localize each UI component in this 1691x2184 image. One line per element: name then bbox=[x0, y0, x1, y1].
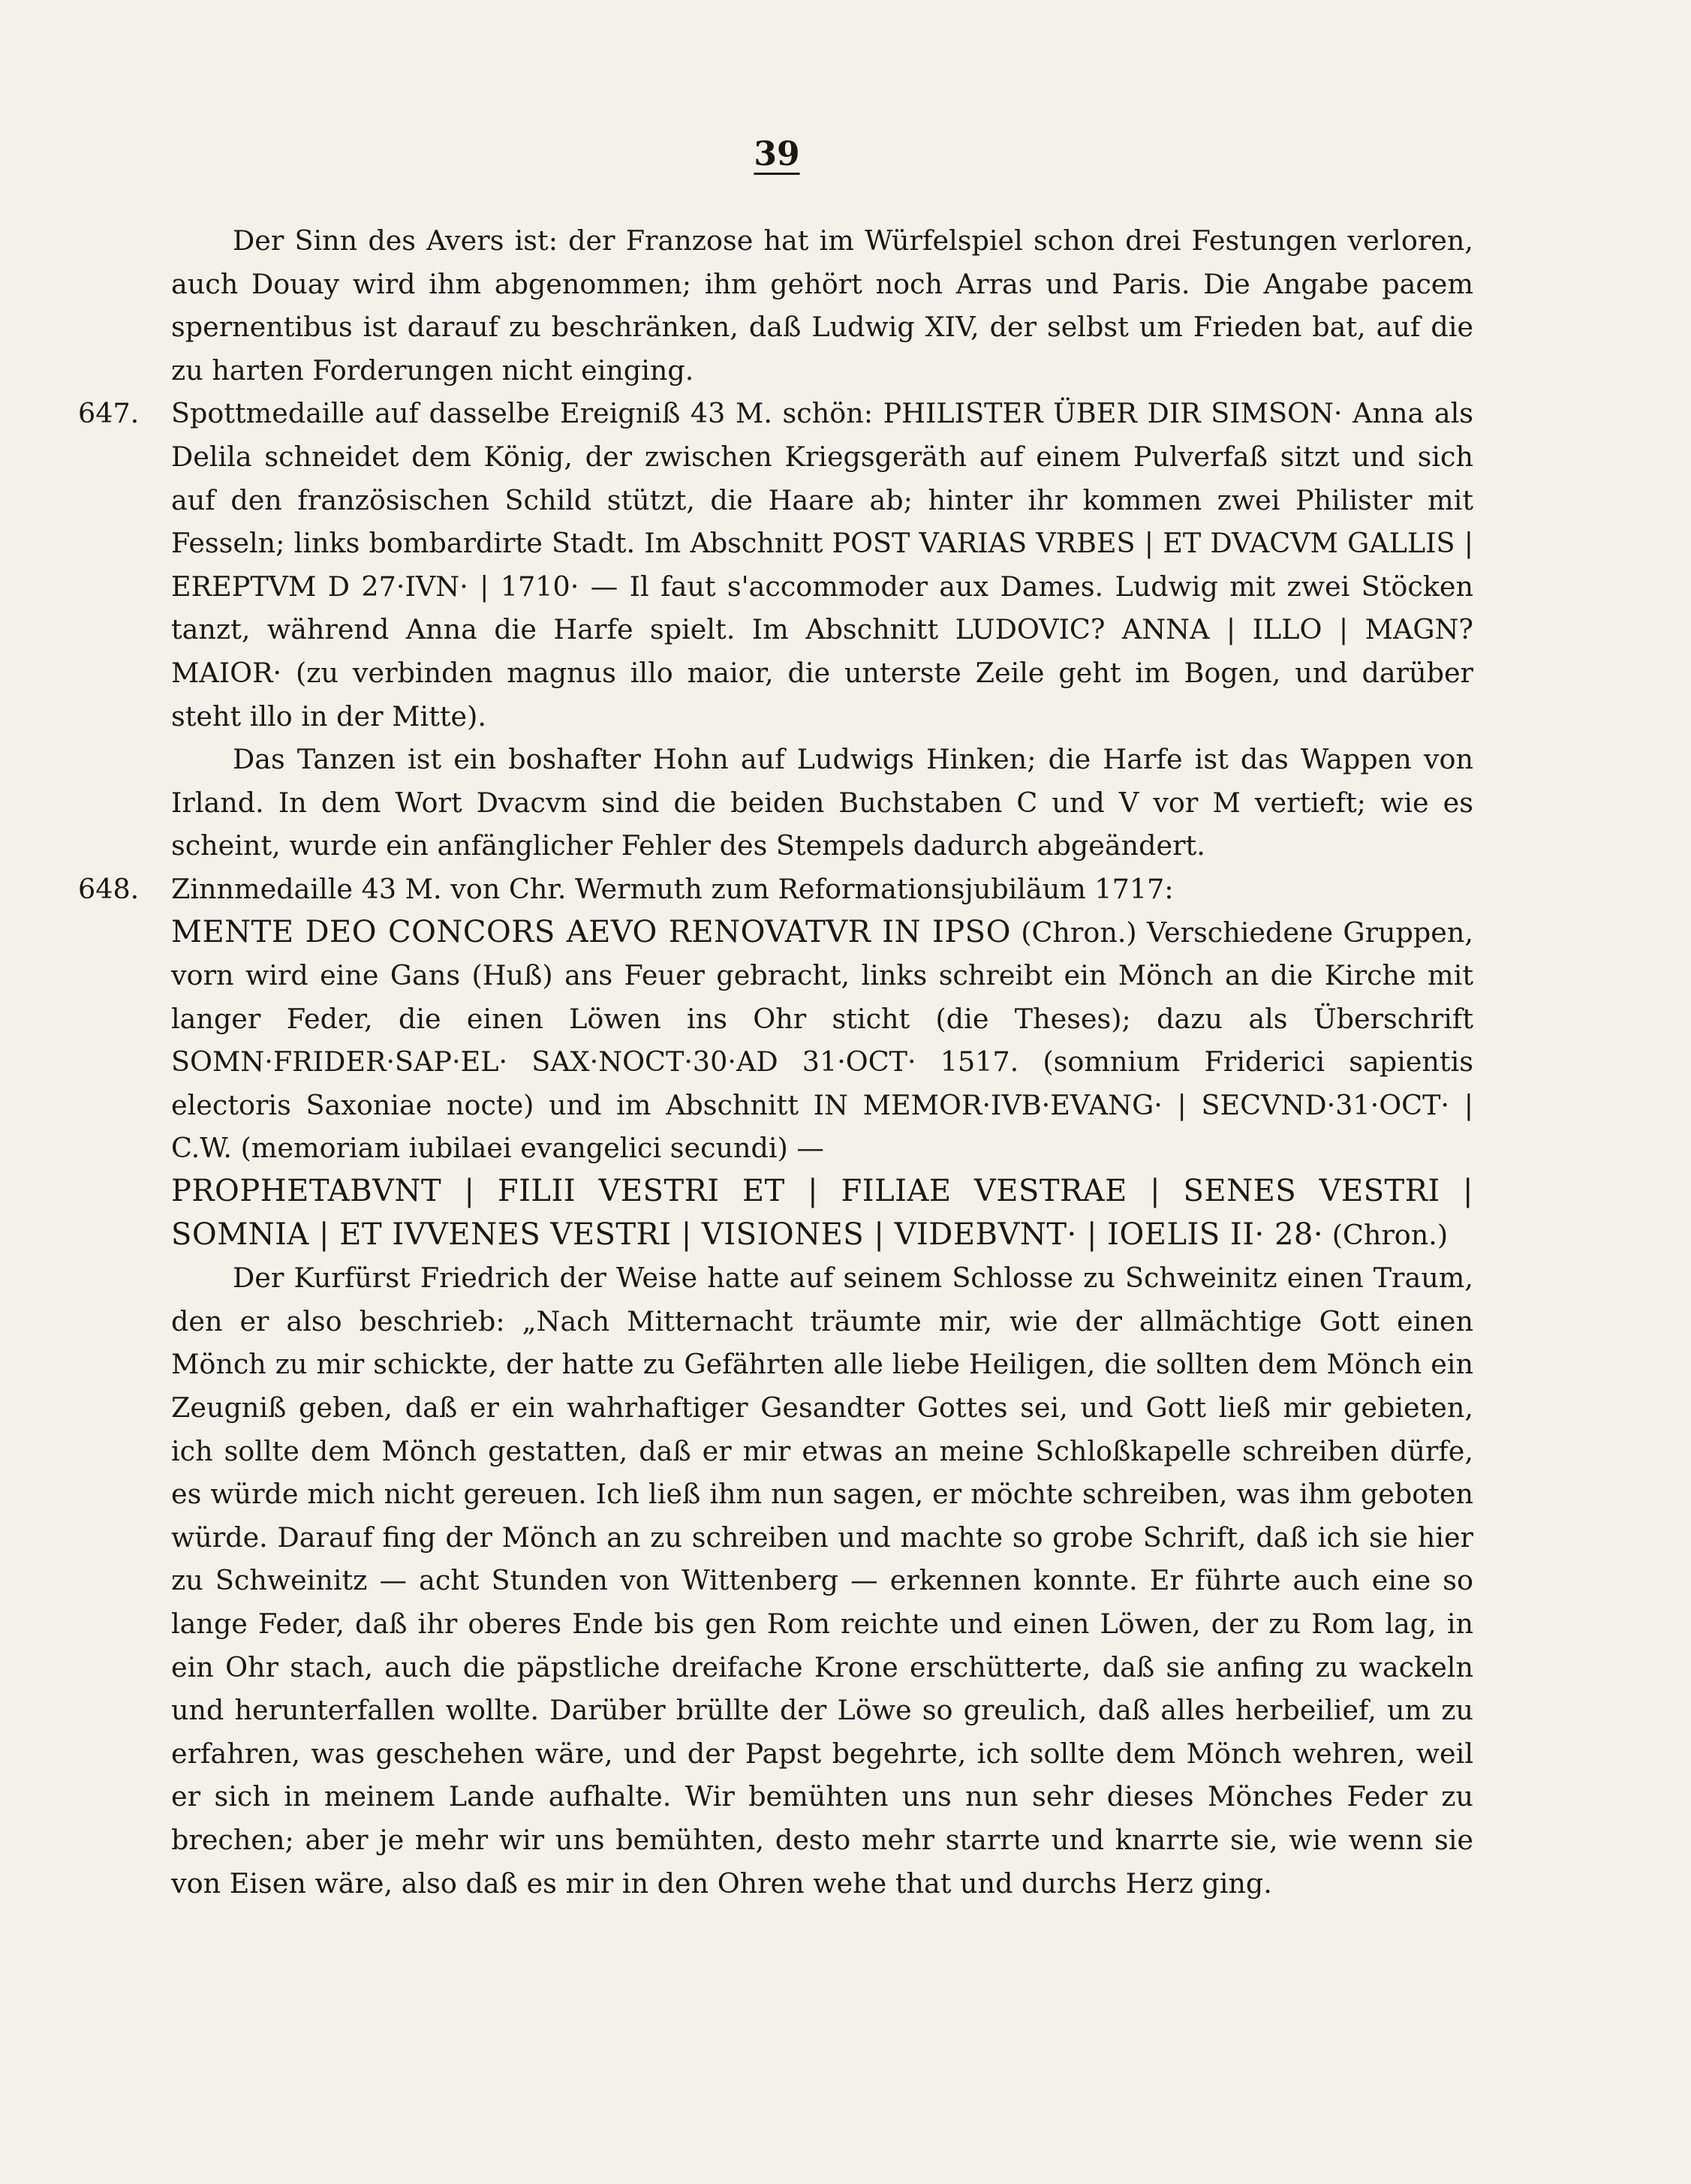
reverse-source: (Chron.) bbox=[1331, 1218, 1449, 1251]
reverse-legend: PROPHETABVNT | FILII VESTRI ET | FILIAE VESTRAE | SENES VESTRI | SOMNIA | ET IVVENES VESTRI | VISIONES | VIDEBVNT· | IOELIS II· 28· bbox=[171, 1174, 1473, 1252]
entry-647 bbox=[78, 392, 1473, 738]
intro-paragraph: Der Sinn des Avers ist: der Franzose hat im Würfelspiel schon drei Festungen verloren, auch Douay wird ihm abgenommen; ihm gehört noch Arras und Paris. Die Angabe pacem spernentibus ist darauf zu beschränken, daß Ludwig XIV, der selbst um Frieden bat, auf die zu harten Forderungen nicht einging. bbox=[171, 224, 1473, 387]
body-text bbox=[78, 219, 1473, 1905]
entry-number: 648. bbox=[78, 872, 140, 905]
medal-description bbox=[171, 911, 1473, 1171]
commentary-paragraph: Das Tanzen ist ein boshafter Hohn auf Ludwigs Hinken; die Harfe ist das Wappen von Irland. In dem Wort Dvacvm sind die beiden Buchstaben C und V vor M vertieft; wie es scheint, wurde ein anfänglicher Fehler des Stempels dadurch abgeändert. bbox=[171, 743, 1473, 862]
entry-text: Spottmedaille auf dasselbe Ereigniß 43 M. schön: PHILISTER ÜBER DIR SIMSON· Anna als Delila schneidet dem König, der zwischen Kriegsgeräth auf einem Pulverfaß sitzt und sich auf den französischen Schild stützt, die Haare ab; hinter ihr kommen zwei Philister mit Fesseln; links bombardirte Stadt. Im Abschnitt POST VARIAS VRBES | ET DVACVM GALLIS | EREPTVM D 27·IVN· | 1710· — Il faut s'accommoder aux Dames. Ludwig mit zwei Stöcken tanzt, während Anna die Harfe spielt. Im Abschnitt LUDOVIC? ANNA | ILLO | MAGN? MAIOR· (zu verbinden magnus illo maior, die unterste Zeile geht im Bogen, und darüber steht illo in der Mitte). bbox=[171, 397, 1473, 733]
entry-number: 647. bbox=[78, 397, 140, 430]
obverse-legend: MENTE DEO CONCORS AEVO RENOVATVR IN IPSO bbox=[171, 914, 1011, 949]
entry-648 bbox=[78, 868, 1473, 1256]
closing-paragraph: Der Kurfürst Friedrich der Weise hatte auf seinem Schlosse zu Schweinitz einen Traum, den er also beschrieb: „Nach Mitternacht träumte mir, wie der allmächtige Gott einen Mönch zu mir schickte, der hatte zu Gefährten alle liebe Heiligen, die sollten dem Mönch ein Zeugniß geben, daß er ein wahrhaftiger Gesandter Gottes sei, und Gott ließ mir gebieten, ich sollte dem Mönch gestatten, daß er mir etwas an meine Schloßkapelle schreiben dürfe, es würde mich nicht gereuen. Ich ließ ihm nun sagen, er möchte schreiben, was ihm geboten würde. Darauf fing der Mönch an zu schreiben und machte so grobe Schrift, daß ich sie hier zu Schweinitz — acht Stunden von Wittenberg — erkennen konnte. Er führte auch eine so lange Feder, daß ihr oberes Ende bis gen Rom reichte und einen Löwen, der zu Rom lag, in ein Ohr stach, auch die päpstliche dreifache Krone erschütterte, daß sie anfing zu wackeln und herunterfallen wollte. Darüber brüllte der Löwe so greulich, daß alles herbeilief, um zu erfahren, was geschehen wäre, und der Papst begehrte, ich sollte dem Mönch wehren, weil er sich in meinem Lande aufhalte. Wir bemühten uns nun sehr dieses Mönches Feder zu brechen; aber je mehr wir uns bemühten, desto mehr starrte und knarrte sie, wie wenn sie von Eisen wäre, also daß es mir in den Ohren wehe that und durchs Herz ging. bbox=[171, 1262, 1473, 1900]
obverse-description: (Chron.) Verschiedene Gruppen, vorn wird eine Gans (Huß) ans Feuer gebracht, links schreibt ein Mönch an die Kirche mit langer Feder, die einen Löwen ins Ohr sticht (die Theses); dazu als Überschrift SOMN·FRIDER·SAP·EL· SAX·NOCT·30·AD 31·OCT· 1517. (somnium Friderici sapientis electoris Saxoniae nocte) und im Abschnitt IN MEMOR·IVB·EVANG· | SECVND·31·OCT· | C.W. (memoriam iubilaei evangelici secundi) — bbox=[171, 916, 1473, 1165]
page-number: 39 bbox=[754, 135, 800, 173]
entry-text: Zinnmedaille 43 M. von Chr. Wermuth zum Reformationsjubiläum 1717: bbox=[171, 872, 1174, 905]
reverse-description bbox=[171, 1170, 1473, 1256]
